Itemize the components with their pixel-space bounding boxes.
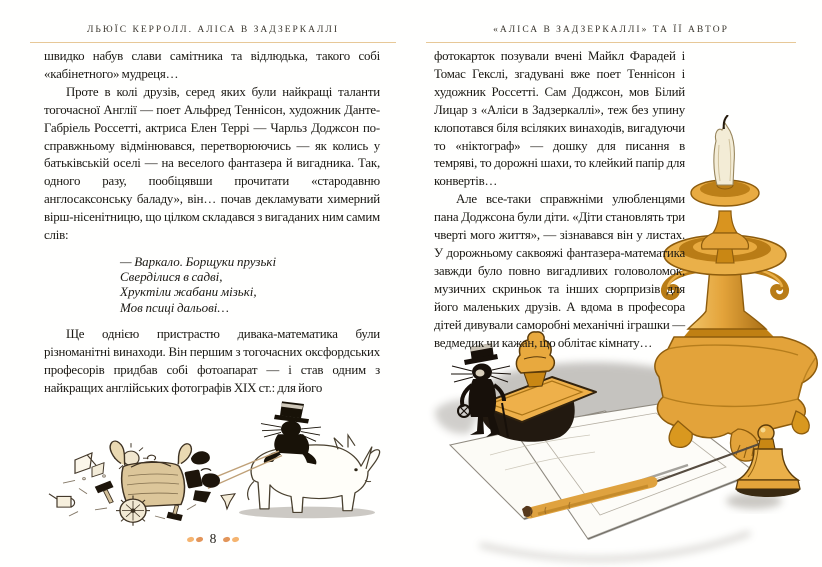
illustration-cat-riding-rhino [35,396,387,532]
header-rule-left [30,42,396,43]
page-left [35,0,391,567]
left-text-column [44,48,380,397]
verse-line: Хруктіли жабани мізькі, [120,284,257,300]
verse-line: Мов псиці дальові… [120,299,229,315]
paragraph: швидко набув слави самітника та відлюдька, такого собі «кабінетного» мудреця… [44,49,380,81]
paragraph: Але все-таки справжніми улюбленцями пана Доджсона були діти. «Діти становлять три чверті мого життя», — зізнавався він у листах. У дорожньому саквояжі фантазера-математика завжди було повно вигадливих головоломок, музичних скриньок та інших сюрпризів для його маленьких друзів. А вдома в професора дітей дивували саморобні механічні іграшки — ведмедик чи кажан, що облітає кімнату… [434,192,685,350]
paragraph-text: фотокарток позували вчені Майкл Фарадей і Томас Гекслі, згадувані вже поет Теннісон і художник Россетті. Сам Доджсон, мов Білий Лицар з «Аліси в Задзеркаллі», теж без упину клопотався біля всіляких винаходів, вигадуючи то «ніктограф» — дошку для писання в темряві, то дорожні шахи, то клейкий папір для конвертів… [434,49,685,189]
paragraph: Ще однією пристрастю дивака-математика були різноманітні винаходи. Він першим з тогочасних оксфордських професорів придбав собі фотоапарат — і став одним з найкращих англійських фотографів XIX ст.: для його [44,326,380,395]
page-footer [35,531,391,547]
folio-ornament [223,536,231,542]
running-head-left: ЛЬЮЇС КЕРРОЛЛ. АЛІСА В ЗАДЗЕРКАЛЛІ [86,25,340,35]
folio-ornament [232,536,240,542]
right-text-column [434,48,787,354]
folio-ornament [195,536,203,542]
verse-line: Сверділися в садві, [120,269,223,285]
nonsense-verse [120,254,380,315]
running-head-right: «АЛІСА В ЗАДЗЕРКАЛЛІ» ТА ЇЇ АВТОР [493,25,729,35]
header-rule-right [426,42,796,43]
text-wrap-spacer [691,102,787,354]
page-right [431,0,791,567]
page-number: 8 [209,531,217,546]
paragraph: Проте в колі друзів, серед яких були найкращі таланти тогочасної Англії — поет Альфред Теннісон, художник Данте-Габріель Россетті, актриса Елен Террі — Чарльз Доджсон по-справжньому відмінювався, перетворюючись — як колись у батьківській оселі — на веселого фантазера й вигадника. Так, одного разу, пообіцявши прочитати «стародавню англосаксонську баладу», він… почав декламувати химерний вірш-нісенітницю, що цілком складався з вигаданих ним самим слів: [44,84,380,243]
paragraph [434,48,787,191]
verse-line: — Варкало. Борщуки прузькі [120,253,277,269]
folio-ornament [186,536,194,542]
